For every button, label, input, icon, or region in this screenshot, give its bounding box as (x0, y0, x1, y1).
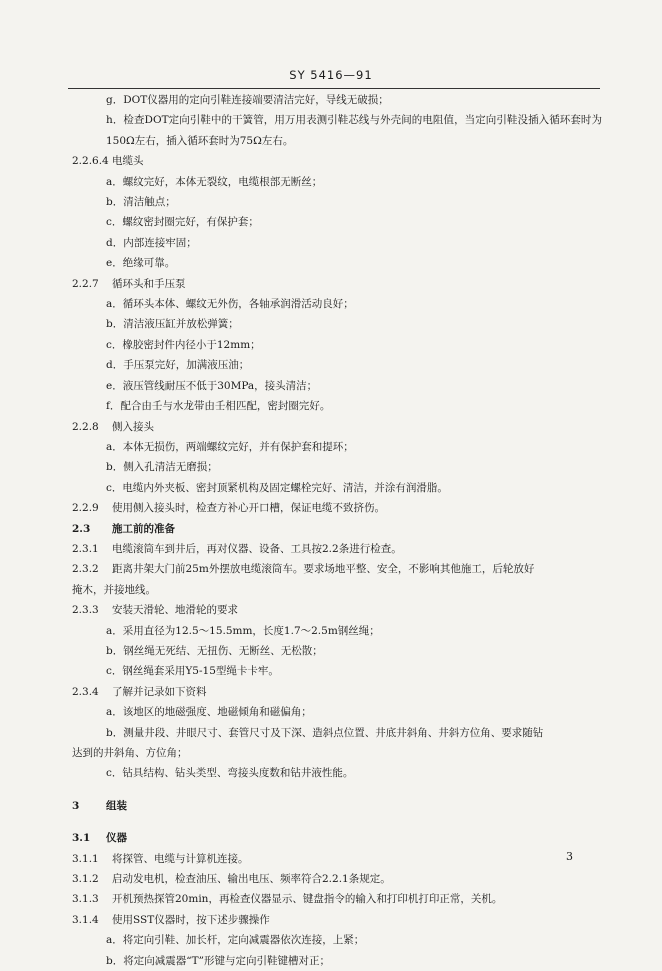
list-item: a．采用直径为12.5～15.5mm，长度1.7～2.5m钢丝绳； (106, 624, 380, 637)
section-number: 3.1.3 (72, 893, 99, 906)
section-title: 组装 (106, 799, 127, 812)
section-heading (72, 828, 602, 848)
section-paragraph (72, 869, 602, 889)
section-heading (72, 600, 602, 620)
header-rule (68, 88, 600, 89)
standard-code-header: SY 5416—91 (289, 68, 373, 82)
list-item: c．橡胶密封件内径小于12mm； (106, 338, 261, 351)
list-item: c．电缆内外夹板、密封顶紧机构及固定螺栓完好、清洁，并涂有润滑脂。 (106, 481, 448, 494)
section-paragraph (72, 559, 602, 579)
section-heading (72, 519, 602, 539)
section-number: 2.2.8 (72, 420, 99, 433)
section-number: 3.1.1 (72, 852, 99, 865)
section-heading (72, 682, 602, 702)
section-number: 2.2.7 (72, 277, 99, 290)
section-number: 2.3.3 (72, 604, 99, 617)
section-heading (72, 274, 602, 294)
section-number: 2.3 (72, 522, 91, 535)
document-body (72, 90, 602, 971)
list-item: a．螺纹完好，本体无裂纹，电缆根部无断丝； (106, 175, 323, 188)
section-number: 2.2.6.4 (72, 155, 109, 168)
list-item: d．内部连接牢固； (106, 236, 197, 249)
section-number: 2.3.2 (72, 563, 99, 576)
section-text: 开机预热探管20min，再检查仪器显示、键盘指令的输入和打印机打印正常，关机。 (112, 893, 503, 906)
list-item: c．钻具结构、钻头类型、弯接头度数和钻井液性能。 (106, 767, 354, 780)
section-paragraph (72, 889, 602, 909)
section-number: 3 (72, 799, 80, 812)
list-item: c．钢丝绳套采用Y5-15型绳卡卡牢。 (106, 665, 279, 678)
list-item: d．手压泵完好，加满液压油； (106, 359, 250, 372)
section-paragraph (72, 498, 602, 518)
section-text: 使用侧入接头时，检查方补心开口槽，保证电缆不致挤伤。 (112, 502, 385, 515)
list-item: a．本体无损伤，两端螺纹完好，并有保护套和提环； (106, 440, 354, 453)
list-item: b．清洁触点； (106, 196, 176, 209)
list-item: b．将定向减震器“T”形键与定向引鞋键槽对正； (106, 954, 330, 967)
list-item: h．检查DOT定向引鞋中的干簧管，用万用表测引鞋芯线与外壳间的电阻值，当定向引鞋没插入循环套时为150Ω左右，插入循环套时为75Ω左右。 (106, 114, 602, 147)
section-text: 使用SST仪器时，按下述步骤操作 (112, 913, 270, 926)
section-paragraph (72, 539, 602, 559)
section-text: 电缆滚筒车到井后，再对仪器、设备、工具按2.2条进行检查。 (112, 542, 402, 555)
spacer (72, 784, 602, 796)
list-item: b．测量井段、井眼尺寸、套管尺寸及下深、造斜点位置、井底井斜角、井斜方位角、要求随钻 (106, 726, 544, 739)
section-title: 循环头和手压泵 (112, 277, 186, 290)
chapter-heading (72, 796, 602, 816)
section-text: 启动发电机，检查油压、输出电压、频率符合2.2.1条规定。 (112, 873, 391, 886)
section-title: 电缆头 (112, 155, 144, 168)
section-number: 3.1 (72, 832, 91, 845)
list-item: b．钢丝绳无死结、无扭伤、无断丝、无松散； (106, 644, 323, 657)
section-heading (72, 417, 602, 437)
section-number: 2.3.4 (72, 685, 99, 698)
list-item: g．DOT仪器用的定向引鞋连接端要清洁完好，导线无破损； (106, 94, 389, 106)
section-paragraph (72, 910, 602, 930)
page-number: 3 (566, 850, 573, 863)
list-item: a．该地区的地磁强度、地磁倾角和磁偏角； (106, 706, 312, 719)
section-title: 施工前的准备 (112, 522, 175, 535)
list-item: a．将定向引鞋、加长杆，定向减震器依次连接，上紧； (106, 934, 365, 947)
section-number: 2.3.1 (72, 542, 99, 555)
section-title: 侧入接头 (112, 420, 154, 433)
section-heading (72, 151, 602, 171)
section-title: 安装天滑轮、地滑轮的要求 (112, 604, 238, 617)
list-item: e．绝缘可靠。 (106, 257, 176, 270)
section-number: 3.1.4 (72, 913, 99, 926)
list-item: f．配合由壬与水龙带由壬相匹配，密封圈完好。 (106, 400, 331, 413)
section-title: 仪器 (106, 832, 127, 845)
list-item: e．液压管线耐压不低于30MPa，接头清洁； (106, 379, 318, 392)
list-item: c．螺纹密封圈完好，有保护套； (106, 216, 259, 229)
list-item: b．侧入孔清洁无磨损； (106, 461, 218, 474)
section-text: 将探管、电缆与计算机连接。 (112, 852, 249, 865)
section-title: 了解并记录如下资料 (112, 685, 207, 698)
spacer (72, 816, 602, 828)
list-item: a．循环头本体、螺纹无外伤，各轴承润滑活动良好； (106, 298, 354, 311)
list-item: b．清洁液压缸并放松弹簧； (106, 318, 239, 331)
section-number: 2.2.9 (72, 502, 99, 515)
section-text: 距离井架大门前25m外摆放电缆滚筒车。要求场地平整、安全，不影响其他施工，后轮放好 (112, 563, 535, 576)
section-paragraph (72, 849, 602, 869)
section-number: 3.1.2 (72, 873, 99, 886)
paragraph-continuation: 达到的井斜角、方位角； (72, 747, 188, 759)
paragraph-continuation: 掩木，并接地线。 (72, 583, 156, 596)
